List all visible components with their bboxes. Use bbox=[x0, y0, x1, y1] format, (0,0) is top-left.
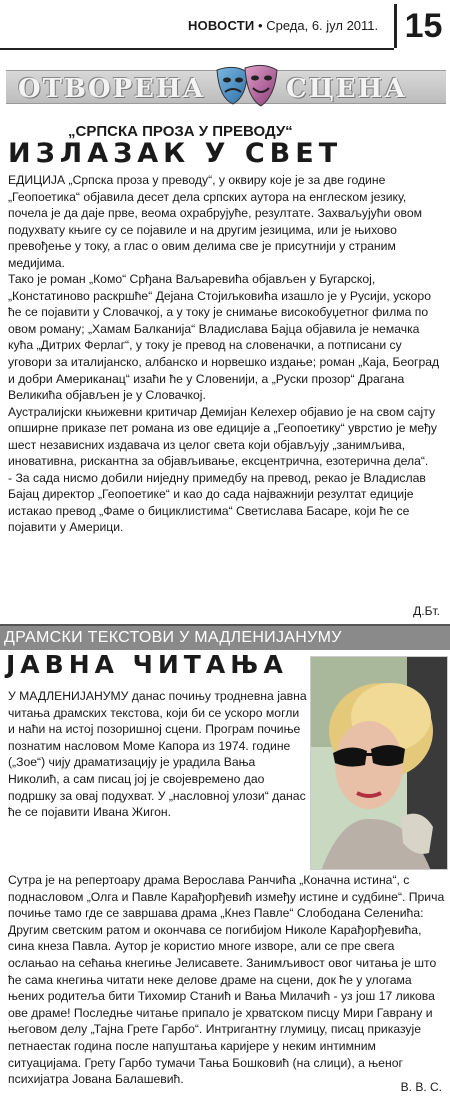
section-banner bbox=[6, 62, 446, 112]
kicker-text: ДРАМСКИ ТЕКСТОВИ У МАДЛЕНИЈАНУМУ bbox=[4, 629, 342, 646]
article2-body-wide bbox=[8, 872, 448, 1088]
masthead-rule bbox=[0, 48, 394, 50]
theater-masks-icon bbox=[211, 62, 283, 112]
banner-word-right: СЦЕНА bbox=[286, 74, 408, 104]
article2-kicker bbox=[0, 624, 450, 650]
article2-paragraph: Сутра је на репертоару драма Верослава Ранчића „Коначна истина“, с поднасловом „Олга и Павле Карађорђевић између истине и судбине“. Прича почиње тамо где се завршава драма „Кнез Павле“ Слободана Селенића: Другим светским ратом и окончава се погибијом Николе Карађорђевића, сина кнеза Павла. Аутор је користио многе изворе, али се пре свега ослањао на сећања кнегиње Јелисавете. Занимљивост овог читања је што ће сама кнегиња читати неке делове драме на сцени, док ће у улогама њених родитеља бити Тихомир Станић и Вања Милачић - уз још 17 ликова ове драме! Последње читање припало је хрватском писцу Мири Гаврану и његовом делу „Тајна Грете Гарбо“. Интригантну глумицу, писац приказује петнаестак година после напуштања каријере у неким интимним ситуацијама. Грету Гарбо тумачи Тања Бошковић (на слици), а њеног психијатра Јована Балашевић. bbox=[8, 873, 445, 1087]
article-photo bbox=[310, 656, 448, 870]
masthead bbox=[0, 0, 450, 52]
article2-body-narrow bbox=[8, 688, 308, 821]
article1-paragraph: - За сада нисмо добили ниједну примедбу на превод, рекао је Владислав Бајац директор „Геопоетике“ и као до сада најважнији резултат едиције истакао превод „Фаме о бициклистима“ Светислава Басаре, који ће се појавити у Америци. bbox=[8, 470, 426, 535]
article1-signature: Д.Бт. bbox=[413, 604, 440, 618]
article1-body bbox=[8, 172, 444, 536]
portrait-photo-icon bbox=[311, 657, 448, 870]
article2-paragraph: У МАДЛЕНИЈАНУМУ данас почињу тродневна јавна читања драмских текстова, који би се ускоро могли и наћи на истој позоришној сцени. Програм почиње познатим насловом Моме Капора из 1974. године („Зое“) чију драматизацију је урадила Вања Николић, а сам писац јој је својевремено дао подршку за овај подухват. У „насловној улози“ данас ће се појавити Ивана Жигон. bbox=[8, 689, 307, 820]
banner-word-left: ОТВОРЕНА bbox=[18, 74, 206, 104]
newspaper-name: НОВОСТИ bbox=[188, 18, 255, 33]
article1-title: ИЗЛАЗАК У СВЕТ bbox=[8, 138, 343, 169]
article1-paragraph: Тако је роман „Комо“ Срђана Ваљаревића објављен у Бугарској, „Констатиново раскршће“ Дејана Стојиљковића изашло је у Русији, ускоро ће се појавити у Словачкој, а у току је снимање високобуџетног филма по овом роману; „Хамам Балканија“ Владислава Бајца објавила је немачка кућа „Дитрих Ферлаг“, у току је превод на словеначки, а потписани су уговори за италијанско, албанско и норвешко издање; роман „Каја, Београд и добри Американац“ изаћи ће у Словенији, а „Руски прозор“ Драгана Великића објављен је у Словачкој. bbox=[8, 272, 440, 403]
article1-paragraph: Аустралијски књижевни критичар Демијан Келехер објавио је на свом сајту опширне приказе пет романа из ове едиције а „Геопоетику“ уврстио је међу шест независних издавача из целог света који објављују „занимљива, иновативна, рискантна за објављивање, ексцентрична, езотерична дела“. bbox=[8, 404, 437, 469]
page-number: 15 bbox=[394, 4, 450, 48]
article1-supertitle: „СРПСКА ПРОЗА У ПРЕВОДУ“ bbox=[68, 123, 293, 140]
masthead-line bbox=[188, 18, 378, 33]
article2-title: ЈАВНА ЧИТАЊА bbox=[6, 650, 288, 679]
article1-paragraph: ЕДИЦИЈА „Српска проза у преводу“, у оквиру које је за две године „Геопоетика“ објавила десет дела српских аутора на енглеском језику, почела је да даје прве, веома охрабрујуће, резултате. Захваљујући овом подухвату књиге су се појавиле и на другим језицима, или је њихово превођење у току, а глас о овим делима све је присутнији у страним медијима. bbox=[8, 173, 423, 270]
issue-date: • Среда, 6. јул 2011. bbox=[254, 18, 379, 33]
article2-signature: В. В. С. bbox=[400, 1080, 442, 1094]
